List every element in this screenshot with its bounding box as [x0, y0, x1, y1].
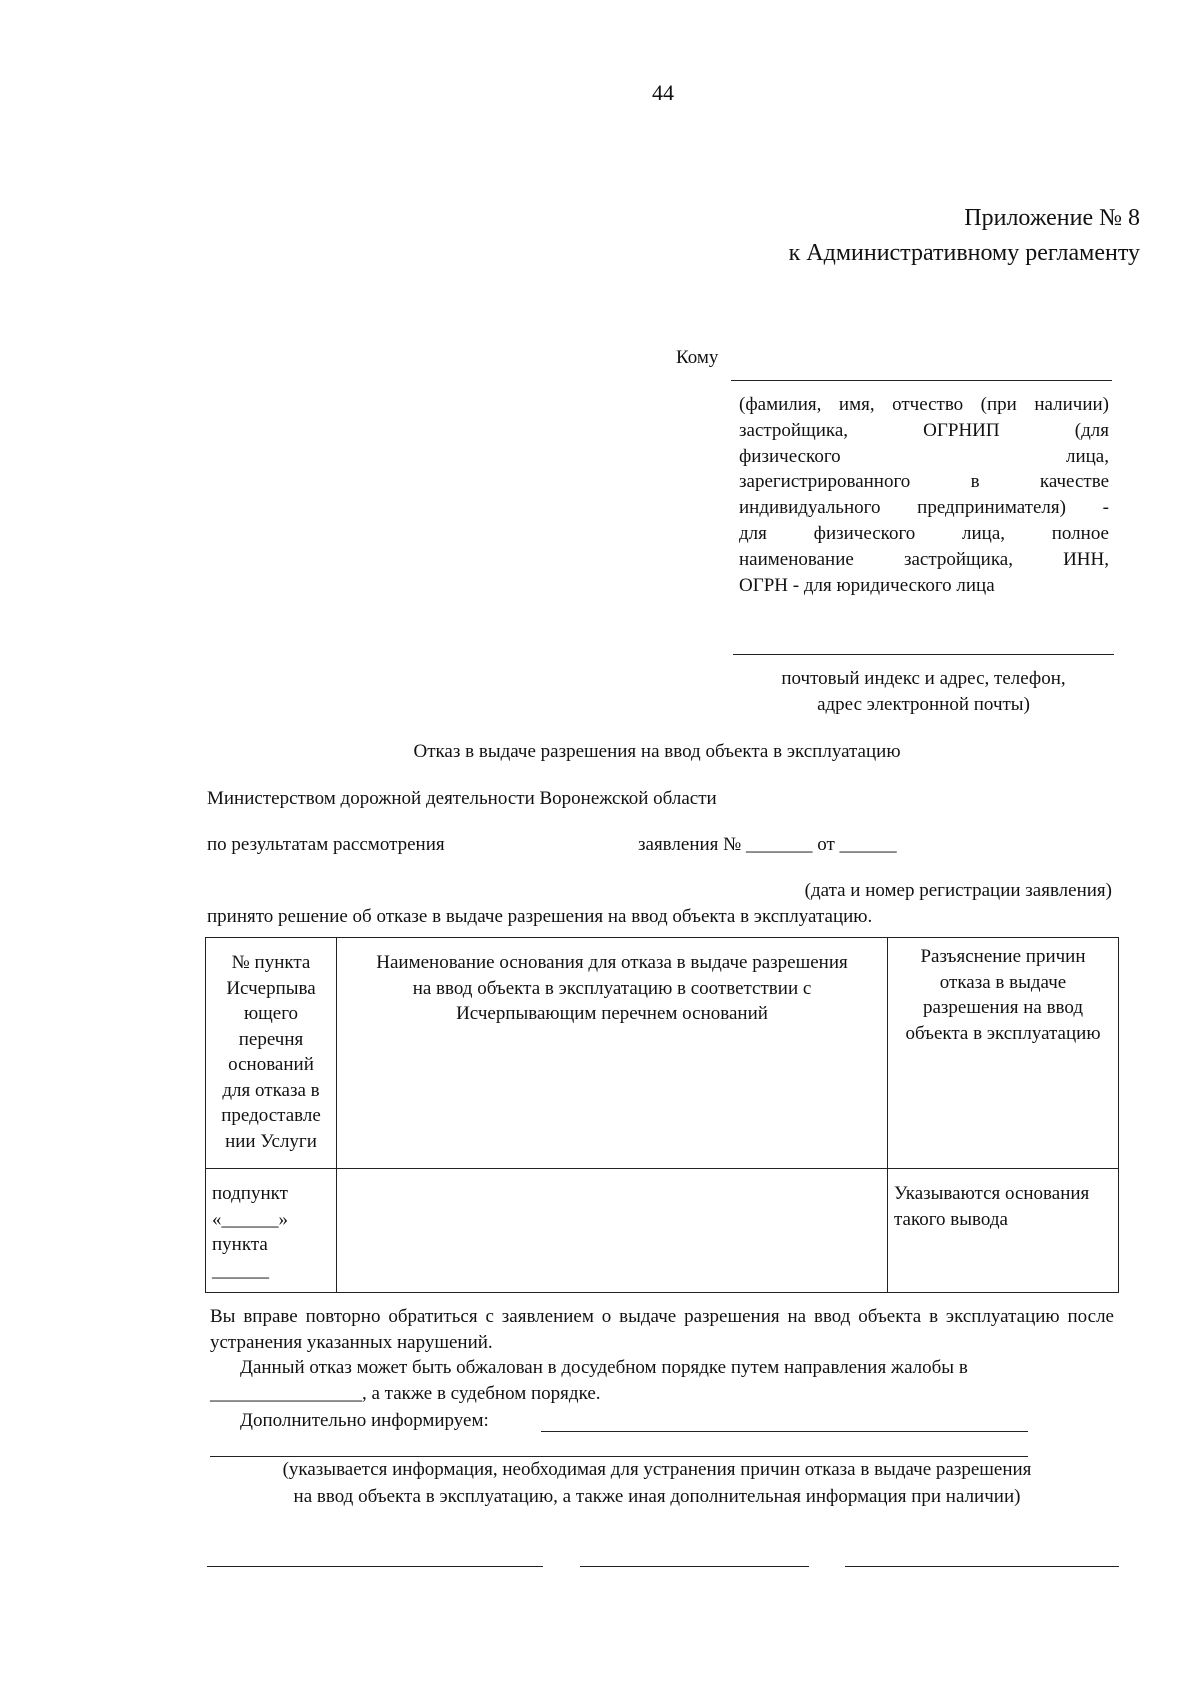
- hint-line: (фамилия, имя, отчество (при наличии): [739, 394, 1109, 415]
- hint-line: индивидуального предпринимателя) -: [739, 497, 1109, 519]
- header-explanation: Разъяснение причин отказа в выдаче разрешения на ввод объекта в эксплуатацию: [888, 938, 1119, 1169]
- additional-hint-2: на ввод объекта в эксплуатацию, а также иная дополнительная информация при наличии): [293, 1486, 1021, 1507]
- application-hint: (дата и номер регистрации заявления): [804, 880, 1112, 901]
- appendix-number: Приложение № 8: [964, 205, 1140, 231]
- document-title: Отказ в выдаче разрешения на ввод объекта в эксплуатацию: [413, 741, 901, 762]
- reapply-paragraph: Вы вправе повторно обратиться с заявлением о выдаче разрешения на ввод объекта в эксплуатацию после устранения указанных нарушений.: [210, 1306, 1114, 1353]
- hint-line: зарегистрированного в качестве: [739, 471, 1109, 493]
- application-number-date: заявления № _______ от ______: [638, 834, 897, 855]
- table-header-row: [206, 938, 1119, 1169]
- appendix-reference: к Административному регламенту: [788, 240, 1140, 266]
- hint-line: застройщика, ОГРНИП (для: [739, 419, 1109, 441]
- review-label: по результатам рассмотрения: [207, 834, 445, 855]
- hint-line: для физического лица, полное: [739, 522, 1109, 544]
- recipient-name-hint: [739, 392, 1109, 598]
- additional-info-line: [541, 1431, 1028, 1432]
- cell-ground-name: [337, 1169, 888, 1293]
- decision-text: принято решение об отказе в выдаче разрешения на ввод объекта в эксплуатацию.: [207, 906, 873, 927]
- recipient-address-line: [733, 654, 1114, 655]
- page-number: 44: [652, 80, 674, 105]
- hint-line: наименование застройщика, ИНН,: [739, 548, 1109, 570]
- signature-line: [580, 1566, 809, 1567]
- header-ground-name: Наименование основания для отказа в выдаче разрешения на ввод объекта в эксплуатацию в соответствии с Исчерпывающим перечнем оснований: [337, 938, 888, 1169]
- recipient-name-line: [731, 380, 1112, 381]
- to-label: Кому: [676, 347, 719, 368]
- appeal-line-1: Данный отказ может быть обжалован в досудебном порядке путем направления жалобы в: [240, 1357, 968, 1378]
- cell-item-number: подпункт «______» пункта ______: [206, 1169, 337, 1293]
- additional-hint-1: (указывается информация, необходимая для устранения причин отказа в выдаче разрешения: [282, 1459, 1032, 1480]
- hint-line: физического лица,: [739, 445, 1109, 467]
- cell-explanation: Указываются основания такого вывода: [888, 1169, 1119, 1293]
- address-hint-1: почтовый индекс и адрес, телефон,: [781, 668, 1066, 689]
- additional-label: Дополнительно информируем:: [240, 1410, 489, 1431]
- header-item-number: № пункта Исчерпыва ющего перечня оснований для отказа в предоставле нии Услуги: [206, 938, 337, 1169]
- table-row: [206, 1169, 1119, 1293]
- address-hint-2: адрес электронной почты): [817, 694, 1030, 715]
- signature-name-line: [845, 1566, 1119, 1567]
- appeal-line-2: ________________, а также в судебном порядке.: [210, 1383, 601, 1404]
- signature-position-line: [207, 1566, 543, 1567]
- refusal-grounds-table: [205, 937, 1119, 1293]
- hint-line: ОГРН - для юридического лица: [739, 574, 995, 596]
- authority: Министерством дорожной деятельности Воронежской области: [207, 788, 717, 809]
